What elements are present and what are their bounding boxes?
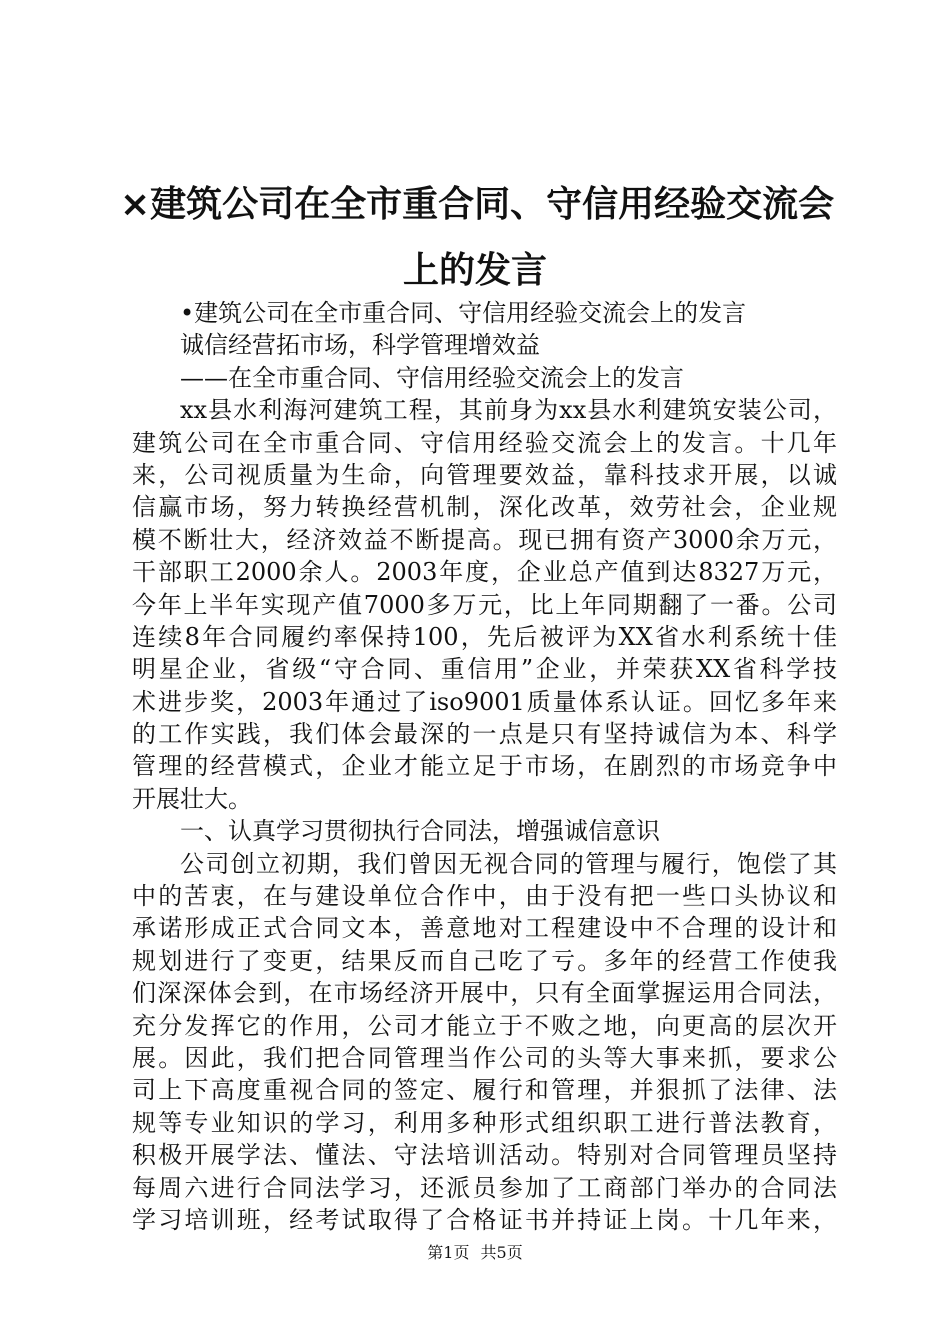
body-text-line: 模不断壮大，经济效益不断提高。现已拥有资产3000余万元， [132, 525, 837, 554]
body-text-line: 充分发挥它的作用，公司才能立于不败之地，向更高的层次开 [132, 1011, 837, 1040]
body-text-line: 今年上半年实现产值7000多万元，比上年同期翻了一番。公司 [132, 590, 837, 619]
body-text-line: 承诺形成正式合同文本，善意地对工程建设中不合理的设计和 [132, 914, 837, 943]
body-text-line: 学习培训班，经考试取得了合格证书并持证上岗。十几年来， [132, 1205, 837, 1234]
body-text-line: 诚信经营拓市场，科学管理增效益 [180, 331, 540, 360]
body-text-line: 一、认真学习贯彻执行合同法，增强诚信意识 [180, 817, 660, 846]
body-text-line: 的工作实践，我们体会最深的一点是只有坚持诚信为本、科学 [132, 720, 837, 749]
page-footer [0, 1243, 950, 1263]
body-text-line: 司上下高度重视合同的签定、履行和管理，并狠抓了法律、法 [132, 1076, 837, 1105]
body-text-line: 中的苦衷，在与建设单位合作中，由于没有把一些口头协议和 [132, 882, 837, 911]
body-text-line: 干部职工2000余人。2003年度，企业总产值到达8327万元， [132, 558, 837, 587]
body-text-line: 展。因此，我们把合同管理当作公司的头等大事来抓，要求公 [132, 1043, 837, 1072]
body-text-line: xx县水利海河建筑工程，其前身为xx县水利建筑安装公司， [180, 396, 837, 425]
document-title-line-2: 上的发言 [402, 250, 547, 291]
body-text-line: 们深深体会到，在市场经济开展中，只有全面掌握运用合同法， [132, 979, 837, 1008]
body-text-line: 建筑公司在全市重合同、守信用经验交流会上的发言。十几年 [132, 428, 837, 457]
body-text-line: 信赢市场，努力转换经营机制，深化改革，效劳社会，企业规 [132, 493, 837, 522]
body-text-line: 连续8年合同履约率保持100，先后被评为XX省水利系统十佳 [132, 622, 837, 651]
document-body [132, 297, 837, 1236]
page-total: 共5页 [480, 1243, 523, 1262]
document-title-line-1: ×建筑公司在全市重合同、守信用经验交流会 [120, 184, 835, 225]
body-text-line: 管理的经营模式，企业才能立足于市场，在剧烈的市场竞争中 [132, 752, 837, 781]
body-text-line: 明星企业，省级“守合同、重信用”企业，并荣获XX省科学技 [132, 655, 837, 684]
body-text-line: 公司创立初期，我们曾因无视合同的管理与履行，饱偿了其 [180, 849, 837, 878]
body-text-line: 规划进行了变更，结果反而自己吃了亏。多年的经营工作使我 [132, 946, 837, 975]
body-text-line: 开展壮大。 [132, 784, 252, 813]
body-text-line: •建筑公司在全市重合同、守信用经验交流会上的发言 [180, 299, 747, 327]
body-text-line: 积极开展学法、懂法、守法培训活动。特别对合同管理员坚持 [132, 1141, 837, 1170]
page-number: 第1页 [427, 1243, 470, 1262]
body-text-line: 术进步奖，2003年通过了iso9001质量体系认证。回忆多年来 [132, 687, 837, 716]
body-text-line: 来，公司视质量为生命，向管理要效益，靠科技求开展，以诚 [132, 460, 837, 489]
body-text-line: 规等专业知识的学习，利用多种形式组织职工进行普法教育， [132, 1108, 837, 1137]
body-text-line: ——在全市重合同、守信用经验交流会上的发言 [180, 363, 684, 392]
body-text-line: 每周六进行合同法学习，还派员参加了工商部门举办的合同法 [132, 1173, 837, 1202]
